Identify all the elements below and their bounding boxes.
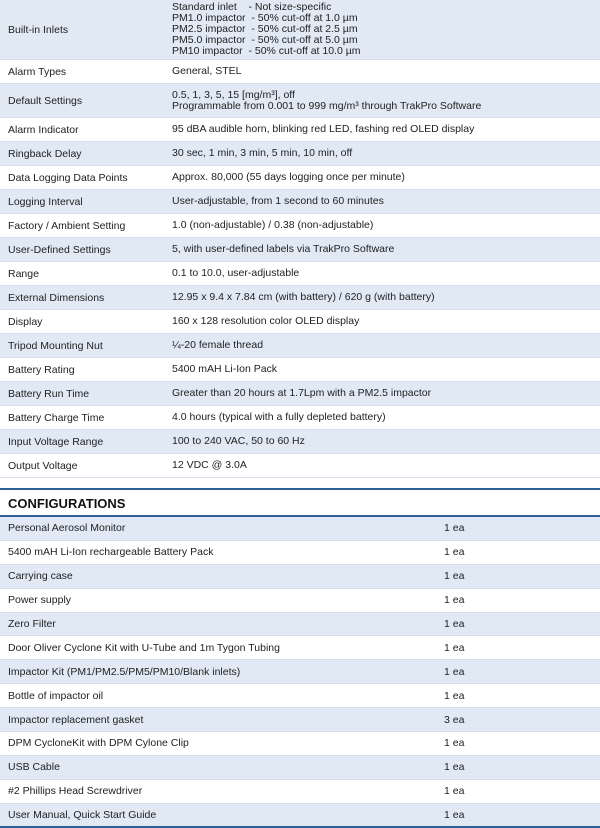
spec-value-line: 100 to 240 VAC, 50 to 60 Hz (172, 435, 305, 447)
spec-row (0, 84, 600, 118)
configuration-row (0, 708, 600, 732)
configuration-row (0, 517, 600, 541)
spec-value (172, 262, 600, 285)
configuration-row (0, 756, 600, 780)
spec-value (172, 334, 600, 357)
spec-label: Input Voltage Range (8, 435, 104, 448)
spec-row (0, 0, 600, 60)
configuration-row (0, 565, 600, 589)
spec-row (0, 406, 600, 430)
configuration-quantity: 1 ea (444, 689, 465, 702)
configuration-quantity: 1 ea (444, 761, 465, 774)
spec-value-line: 0.5, 1, 3, 5, 15 [mg/m³], off (172, 88, 295, 101)
configuration-quantity: 1 ea (444, 618, 465, 630)
configuration-quantity: 1 ea (444, 665, 465, 678)
spec-row (0, 382, 600, 406)
spec-value-line: Greater than 20 hours at 1.7Lpm with a PM2.5 impactor (172, 387, 432, 399)
spec-value (172, 286, 600, 309)
configuration-quantity: 1 ea (444, 594, 465, 607)
configuration-row (0, 804, 600, 828)
configuration-quantity: 1 ea (444, 546, 465, 559)
spec-value (172, 310, 600, 333)
spec-row (0, 358, 600, 382)
configuration-row (0, 589, 600, 613)
configuration-row (0, 636, 600, 660)
spec-value-line: 30 sec, 1 min, 3 min, 5 min, 10 min, off (172, 147, 353, 159)
spec-row (0, 166, 600, 190)
configuration-row (0, 660, 600, 684)
spec-label: Range (8, 267, 39, 280)
spec-row (0, 142, 600, 166)
spec-label: Alarm Indicator (8, 123, 79, 136)
configuration-item: Personal Aerosol Monitor (8, 522, 126, 535)
spec-value (172, 406, 600, 429)
spec-value (172, 0, 600, 59)
configuration-item: Door Oliver Cyclone Kit with U-Tube and 1m Tygon Tubing (8, 641, 280, 654)
configuration-row (0, 780, 600, 804)
spec-value-line: 1.0 (non-adjustable) / 0.38 (non-adjustable) (172, 219, 374, 231)
spec-value-line: PM5.0 impactor - 50% cut-off at 5.0 µm (172, 34, 358, 46)
configuration-quantity: 1 ea (444, 570, 465, 583)
spec-row (0, 214, 600, 238)
spec-row (0, 238, 600, 262)
spec-label: Ringback Delay (8, 147, 82, 160)
spec-value (172, 166, 600, 189)
spec-label: Display (8, 315, 43, 328)
spec-label: Battery Charge Time (8, 411, 105, 424)
spec-row (0, 118, 600, 142)
spec-value (172, 358, 600, 381)
spec-value-line: Programmable from 0.001 to 999 mg/m³ through TrakPro Software (172, 99, 482, 112)
configuration-item: Zero Filter (8, 618, 56, 630)
spec-value (172, 84, 600, 117)
spec-value-line: 4.0 hours (typical with a fully depleted battery) (172, 411, 386, 423)
spec-row (0, 310, 600, 334)
spec-label: Default Settings (8, 94, 83, 107)
spec-row (0, 60, 600, 84)
configurations-title: CONFIGURATIONS (8, 496, 126, 511)
spec-value (172, 454, 600, 477)
configuration-quantity: 1 ea (444, 809, 465, 822)
spec-row (0, 454, 600, 478)
spec-value-line: PM2.5 impactor - 50% cut-off at 2.5 µm (172, 23, 358, 35)
configuration-item: User Manual, Quick Start Guide (8, 809, 157, 822)
spec-value-line: Standard inlet - Not size-specific (172, 1, 332, 13)
configuration-item: 5400 mAH Li-Ion rechargeable Battery Pack (8, 546, 214, 559)
configuration-item: Impactor Kit (PM1/PM2.5/PM5/PM10/Blank inlets) (8, 665, 241, 678)
spec-label: Built-in Inlets (8, 23, 69, 36)
spec-value-line: 12 VDC @ 3.0A (172, 459, 247, 471)
spec-value (172, 142, 600, 165)
spec-value-line: 0.1 to 10.0, user-adjustable (172, 267, 300, 279)
section-divider-top (0, 488, 600, 490)
spec-value (172, 430, 600, 453)
configuration-quantity: 1 ea (444, 785, 465, 798)
spec-label: Battery Rating (8, 363, 75, 376)
configuration-row (0, 684, 600, 708)
spec-row (0, 334, 600, 358)
configuration-item: USB Cable (8, 761, 60, 774)
spec-value-line: 160 x 128 resolution color OLED display (172, 315, 360, 327)
spec-value-line: 5, with user-defined labels via TrakPro Software (172, 243, 395, 255)
spec-row (0, 430, 600, 454)
spec-label: External Dimensions (8, 291, 105, 304)
configuration-row (0, 613, 600, 637)
spec-label: Factory / Ambient Setting (8, 219, 126, 232)
spec-value-line: User-adjustable, from 1 second to 60 minutes (172, 195, 384, 207)
spec-label: Battery Run Time (8, 387, 90, 400)
spec-value-line: 95 dBA audible horn, blinking red LED, fashing red OLED display (172, 123, 475, 135)
spec-value-line: 12.95 x 9.4 x 7.84 cm (with battery) / 620 g (with battery) (172, 291, 435, 303)
spec-value-line: PM10 impactor - 50% cut-off at 10.0 µm (172, 45, 361, 57)
spec-value-line: General, STEL (172, 65, 242, 77)
spec-label: User-Defined Settings (8, 243, 111, 256)
spec-label: Output Voltage (8, 459, 78, 472)
configuration-quantity: 3 ea (444, 713, 465, 726)
spec-row (0, 262, 600, 286)
spec-label: Data Logging Data Points (8, 171, 128, 184)
configuration-item: Carrying case (8, 570, 73, 583)
configuration-quantity: 1 ea (444, 737, 465, 750)
configuration-quantity: 1 ea (444, 641, 465, 654)
configuration-item: Bottle of impactor oil (8, 689, 104, 702)
spec-label: Tripod Mounting Nut (8, 339, 103, 352)
spec-value-line: Approx. 80,000 (55 days logging once per minute) (172, 171, 405, 183)
spec-row (0, 286, 600, 310)
spec-value (172, 238, 600, 261)
configuration-item: Power supply (8, 594, 72, 607)
configurations-table (0, 517, 600, 828)
spec-value-line: 5400 mAH Li-Ion Pack (172, 363, 278, 375)
spec-value-line: ¼-20 female thread (172, 339, 264, 351)
configuration-row (0, 541, 600, 565)
configuration-item: #2 Phillips Head Screwdriver (8, 785, 143, 798)
spec-value (172, 60, 600, 83)
configuration-item: DPM CycloneKit with DPM Cylone Clip (8, 737, 189, 750)
spec-label: Logging Interval (8, 195, 83, 208)
spec-value-line: PM1.0 impactor - 50% cut-off at 1.0 µm (172, 12, 358, 24)
spec-value (172, 190, 600, 213)
spec-value (172, 118, 600, 141)
spec-value (172, 214, 600, 237)
spec-value (172, 382, 600, 405)
configuration-row (0, 732, 600, 756)
configuration-item: Impactor replacement gasket (8, 713, 144, 726)
configuration-quantity: 1 ea (444, 522, 465, 535)
spec-label: Alarm Types (8, 65, 67, 78)
spec-row (0, 190, 600, 214)
